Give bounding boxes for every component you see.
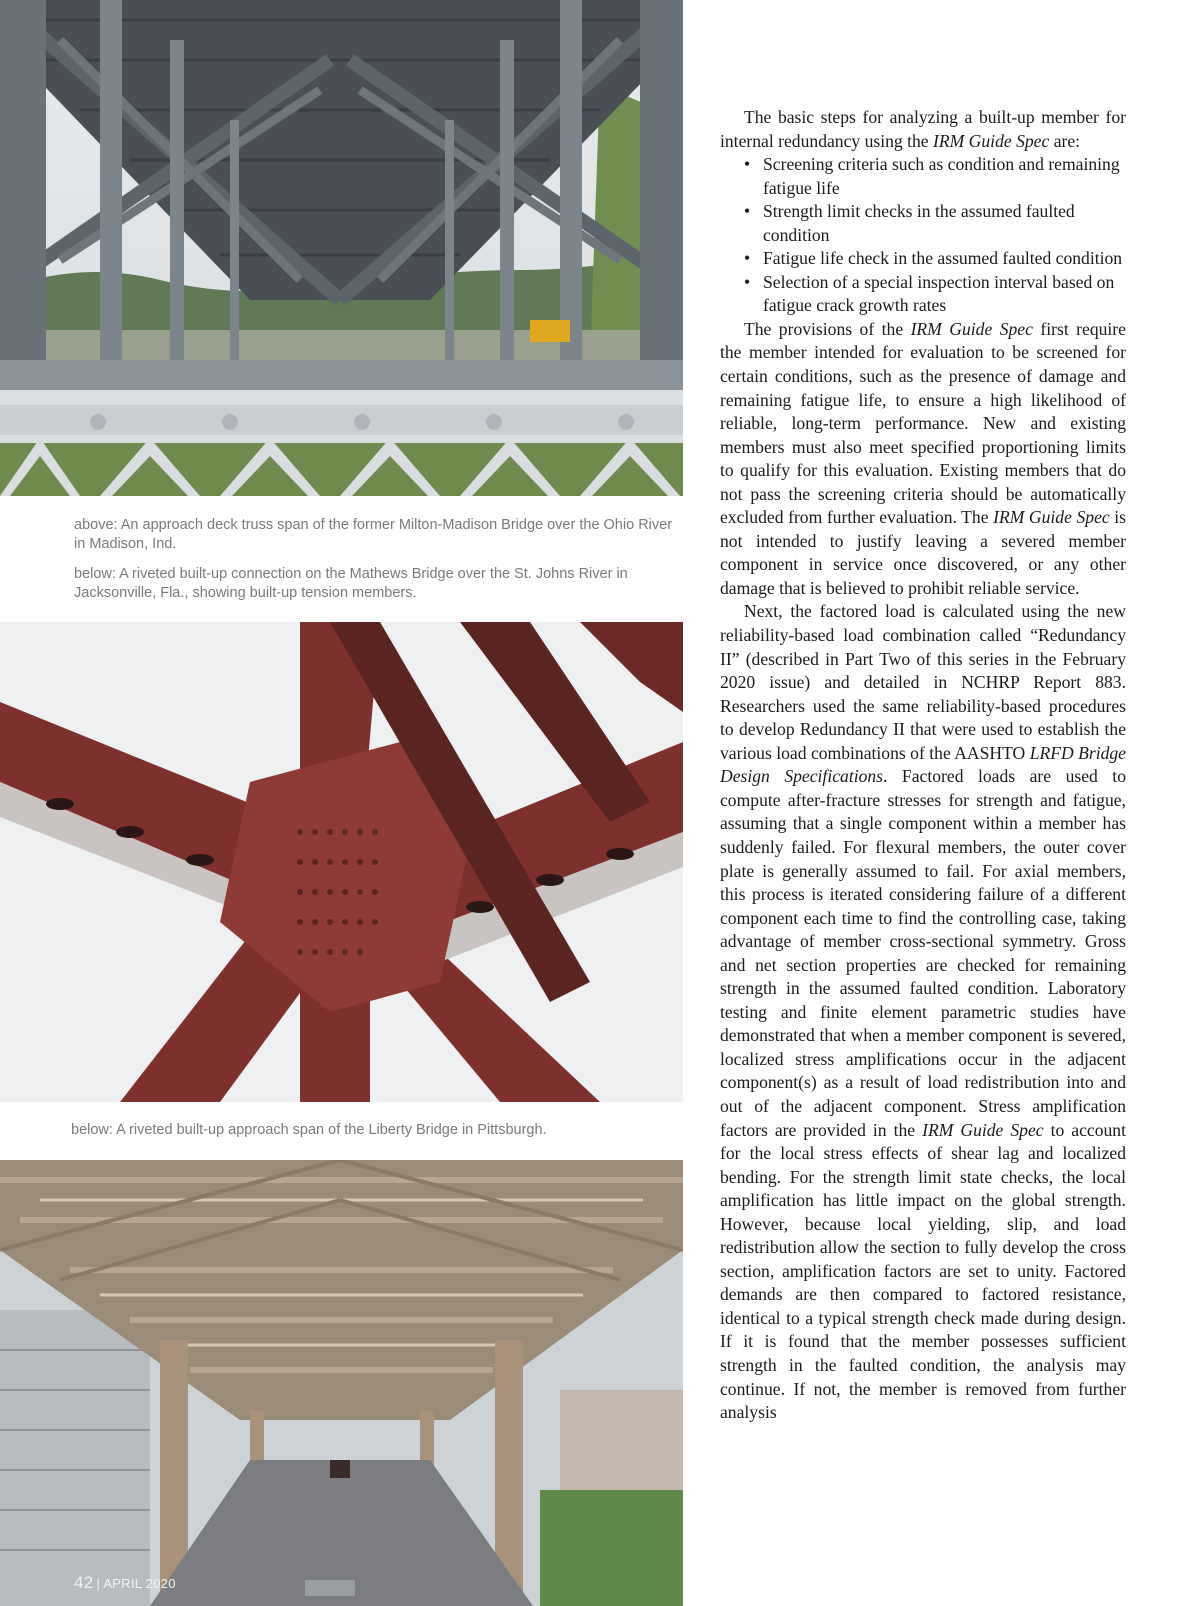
irm-guide-spec-title: IRM Guide Spec [993,507,1110,528]
article-paragraph-intro [720,106,1126,153]
irm-guide-spec-title: IRM Guide Spec [922,1119,1044,1140]
photo-deck-truss-span [0,0,683,496]
list-item: • Strength limit checks in the assumed faulted condition [720,200,1126,247]
list-item: • Selection of a special inspection interval based on fatigue crack growth rates [720,271,1126,318]
article-paragraph-screening [720,318,1126,601]
text-run: is not intended to justify leaving a severed member component in service once discovered, or any other damage that is believed to prohibit reliable service. [720,507,1126,598]
photo-caption-mathews-bridge: below: A riveted built-up connection on the Mathews Bridge over the St. Johns River in Jacksonville, Fla., showing built-up tension members. [74,566,628,601]
text-run: The basic steps for analyzing a built-up member for internal redundancy using the [720,107,1126,151]
irm-guide-spec-title: IRM Guide Spec [910,318,1033,339]
photo-caption-liberty-bridge: below: A riveted built-up approach span of the Liberty Bridge in Pittsburgh. [71,1122,547,1138]
issue-date: APRIL 2020 [103,1576,176,1591]
list-item: • Screening criteria such as condition and remaining fatigue life [720,153,1126,200]
article-body [720,106,1126,1425]
article-paragraph-factored-load [720,600,1126,1424]
photo-caption-milton-madison: above: An approach deck truss span of the former Milton-Madison Bridge over the Ohio River in Madison, Ind. [74,517,673,552]
text-run: Next, the factored load is calculated using the new reliability-based load combination called “Redundancy II” (described in Part Two of this series in the February 2020 issue) and detailed in NCHRP Report 883. Researchers used the same reliability-based procedures to develop Redundancy II that were used to establish the various load combinations of the AASHTO [720,601,1126,763]
analysis-steps-list [720,153,1126,318]
text-run: . Factored loads are used to compute after-fracture stresses for strength and fatigue, assuming that a single component within a member has suddenly failed. For flexural members, the outer cover plate is generally assumed to fail. For axial members, this process is iterated considering failure of a different component each time to find the controlling case, taking advantage of member cross-sectional symmetry. Gross and net section properties are checked for remaining strength in the assumed faulted condition. Laboratory testing and finite element parametric studies have demonstrated that when a member component is severed, localized stress amplifications occur in the adjacent component(s) as a result of load redistribution into and out of the adjacent component. Stress amplification factors are provided in the [720,766,1126,1140]
text-run: are: [1049,130,1081,151]
list-item: • Fatigue life check in the assumed faulted condition [720,247,1126,271]
lrfd-spec-title: LRFD Bridge Design Specifications [720,742,1126,787]
text-run: to account for the local stress effects of shear lag and localized bending. For the strength limit state checks, the local amplification has little impact on the global strength. However, because local yielding, slip, and load redistribution allow the section to fully develop the cross section, amplification factors are set to unity. Factored demands are then compared to factored resistance, identical to a typical strength check made during design. If it is found that the member possesses sufficient strength in the faulted condition, the analysis may continue. If not, the member is removed from further analysis [720,1119,1126,1423]
text-run: first require the member intended for evaluation to be screened for certain conditions, such as the presence of damage and remaining fatigue life, to ensure a high likelihood of reliable, long-term performance. New and existing members must also meet specified proportioning limits to qualify for this evaluation. Existing members that do not pass the screening criteria should be automatically excluded from further evaluation. The [720,318,1126,528]
photo-liberty-bridge-approach [0,1160,683,1606]
photo-riveted-connection [0,622,683,1102]
folio-separator: | [96,1576,101,1591]
page-number: 42 [74,1573,94,1592]
irm-guide-spec-title: IRM Guide Spec [933,130,1050,151]
page-folio [74,1573,176,1593]
text-run: The provisions of the [744,318,911,339]
